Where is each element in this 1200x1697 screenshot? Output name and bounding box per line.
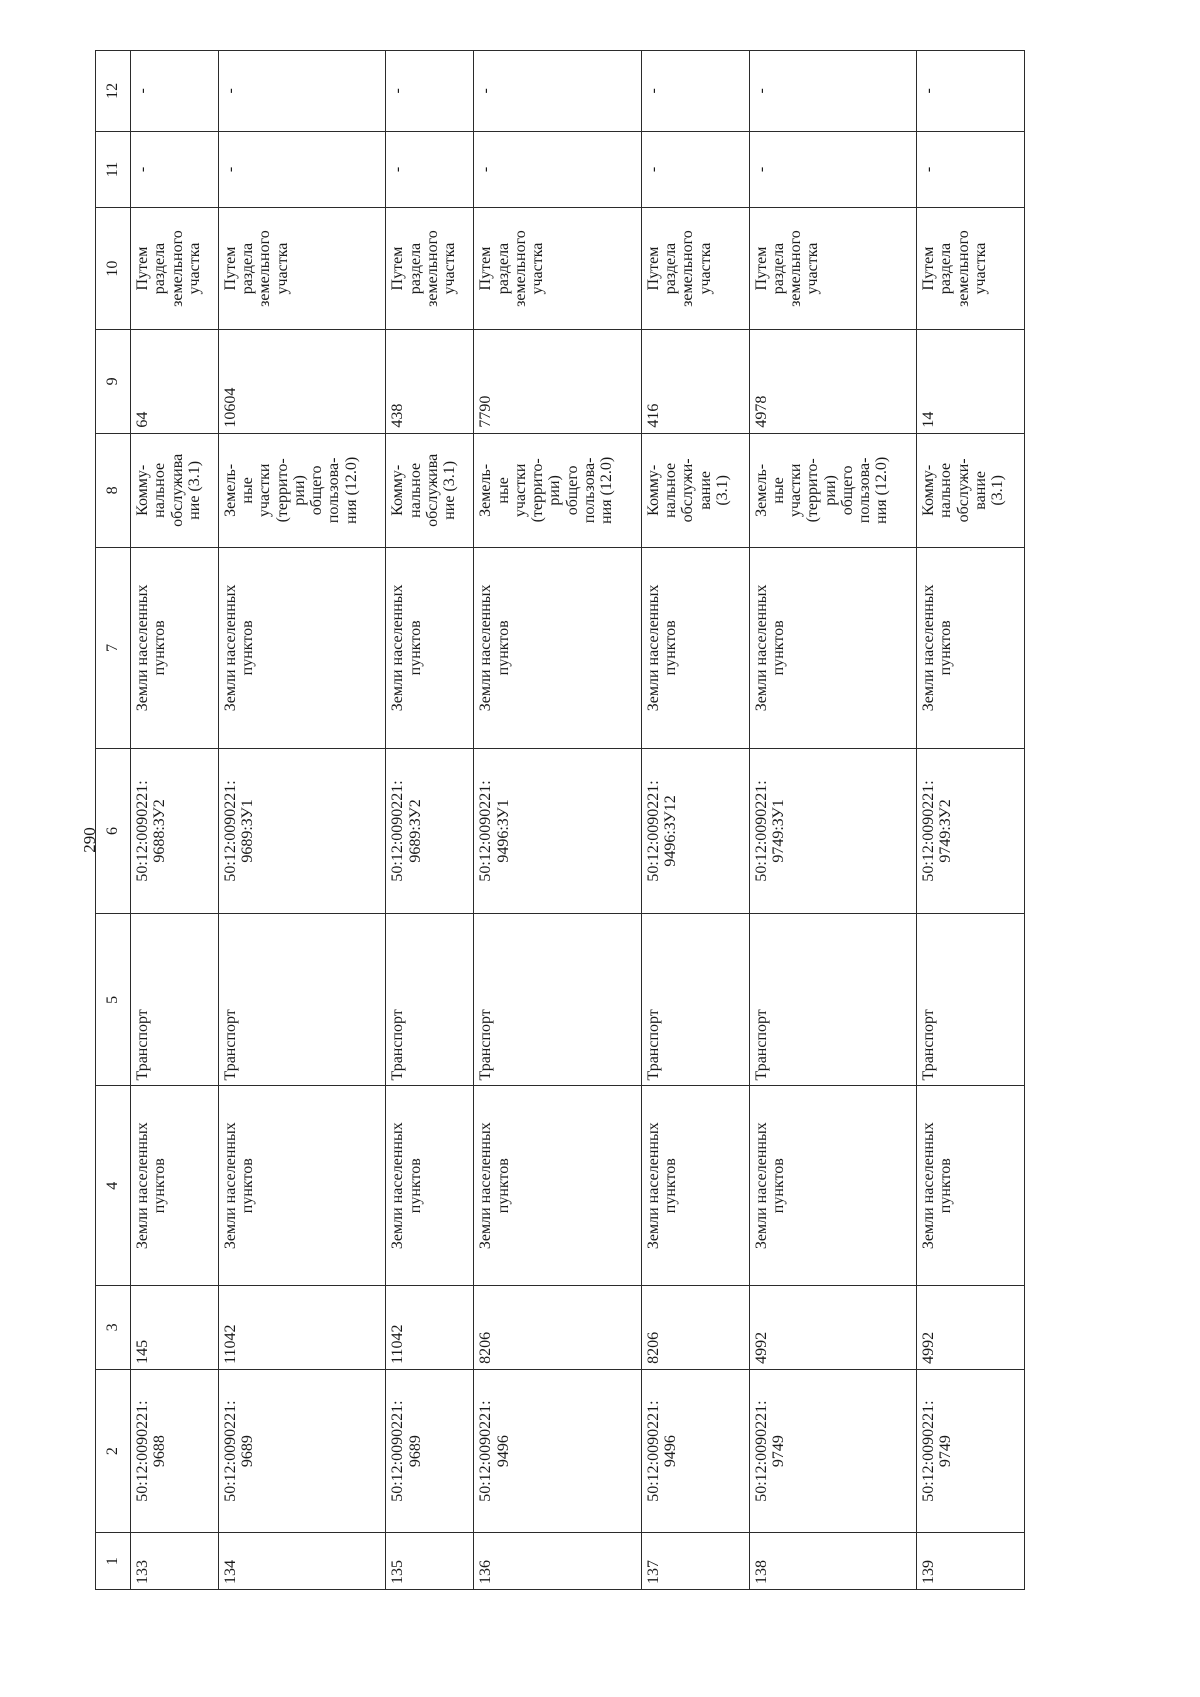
page-number: 290 bbox=[80, 827, 99, 853]
row-number bbox=[917, 1533, 1025, 1590]
new-land-category-line: Земли населенных bbox=[644, 584, 662, 712]
source-cadastral-number-line: 9688 bbox=[151, 1435, 169, 1468]
source-permitted-use-text: Транспорт bbox=[134, 1009, 151, 1081]
row-number-text: 133 bbox=[134, 1560, 151, 1584]
source-land-category bbox=[641, 1086, 749, 1285]
source-permitted-use-text: Транспорт bbox=[644, 1009, 662, 1081]
column-12-value-text: - bbox=[920, 88, 938, 94]
new-land-category-line: пунктов bbox=[151, 620, 169, 676]
formation-method-line: участка bbox=[185, 242, 203, 295]
new-permitted-use-line: пользова- bbox=[325, 457, 343, 524]
new-land-category bbox=[749, 548, 917, 749]
source-area bbox=[386, 1285, 474, 1369]
source-cadastral-number bbox=[131, 1369, 219, 1532]
source-area-text: 145 bbox=[134, 1339, 151, 1364]
new-land-category-line: пунктов bbox=[662, 620, 680, 676]
source-permitted-use bbox=[641, 914, 749, 1086]
source-area bbox=[474, 1285, 642, 1369]
source-cadastral-number bbox=[218, 1369, 386, 1532]
new-permitted-use-line: ные bbox=[239, 477, 257, 504]
new-plot-designation-line: 50:12:0090221: bbox=[644, 780, 662, 882]
column-header-12: 12 bbox=[96, 51, 131, 132]
source-permitted-use bbox=[749, 914, 917, 1086]
table-row bbox=[641, 51, 749, 1590]
new-plot-designation bbox=[917, 748, 1025, 914]
new-area bbox=[641, 330, 749, 434]
new-plot-designation-line: 50:12:0090221: bbox=[221, 780, 239, 882]
formation-method bbox=[386, 208, 474, 330]
new-plot-designation bbox=[218, 748, 386, 914]
new-plot-designation-line: 50:12:0090221: bbox=[389, 780, 407, 882]
formation-method bbox=[917, 208, 1025, 330]
new-plot-designation bbox=[641, 748, 749, 914]
column-12-value bbox=[386, 51, 474, 132]
new-permitted-use-line: нальное bbox=[662, 462, 680, 518]
new-land-category bbox=[218, 548, 386, 749]
source-land-category bbox=[917, 1086, 1025, 1285]
column-11-value bbox=[749, 131, 917, 207]
new-permitted-use bbox=[641, 433, 749, 547]
new-area-text: 10604 bbox=[221, 387, 239, 428]
column-header-11: 11 bbox=[96, 131, 131, 207]
source-land-category-line: пунктов bbox=[151, 1158, 169, 1214]
source-cadastral-number bbox=[749, 1369, 917, 1532]
column-11-value bbox=[131, 131, 219, 207]
new-permitted-use-line: рии) bbox=[821, 475, 839, 506]
new-area bbox=[474, 330, 642, 434]
source-land-category-line: пунктов bbox=[662, 1158, 680, 1214]
column-11-value-text: - bbox=[134, 166, 151, 173]
column-11-value bbox=[386, 131, 474, 207]
new-permitted-use-line: Комму- bbox=[920, 464, 938, 516]
source-land-category bbox=[218, 1086, 386, 1285]
formation-method-line: раздела bbox=[151, 242, 169, 295]
column-12-value-text: - bbox=[752, 88, 770, 94]
source-permitted-use-text: Транспорт bbox=[920, 1009, 938, 1081]
new-permitted-use-line: Земель- bbox=[221, 463, 239, 517]
new-area bbox=[917, 330, 1025, 434]
source-cadastral-number-line: 9749 bbox=[769, 1435, 787, 1468]
new-permitted-use bbox=[131, 433, 219, 547]
header-row bbox=[96, 51, 131, 1590]
column-12-value bbox=[131, 51, 219, 132]
new-land-category-line: Земли населенных bbox=[477, 584, 495, 712]
formation-method-line: Путем bbox=[477, 246, 495, 291]
new-plot-designation-line: 9688:ЗУ2 bbox=[151, 799, 169, 863]
new-area-text: 438 bbox=[389, 403, 407, 428]
source-land-category-line: пунктов bbox=[406, 1158, 424, 1214]
new-permitted-use-line: Комму- bbox=[134, 464, 151, 516]
formation-method-line: Путем bbox=[389, 246, 407, 291]
new-permitted-use-line: ные bbox=[769, 477, 787, 504]
source-cadastral-number-line: 9496 bbox=[662, 1435, 680, 1468]
new-plot-designation-line: 9689:ЗУ2 bbox=[406, 799, 424, 863]
formation-method bbox=[218, 208, 386, 330]
new-land-category-line: пунктов bbox=[494, 620, 512, 676]
new-plot-designation-line: 9496:ЗУ12 bbox=[662, 795, 680, 867]
new-area bbox=[386, 330, 474, 434]
row-number-text: 134 bbox=[221, 1560, 239, 1584]
source-cadastral-number bbox=[474, 1369, 642, 1532]
new-plot-designation-line: 50:12:0090221: bbox=[134, 780, 151, 882]
column-11-value-text: - bbox=[920, 166, 938, 173]
source-area bbox=[218, 1285, 386, 1369]
new-land-category bbox=[386, 548, 474, 749]
new-plot-designation-line: 9496:ЗУ1 bbox=[494, 799, 512, 863]
source-area-text: 4992 bbox=[752, 1331, 770, 1364]
new-permitted-use-line: участки bbox=[256, 463, 274, 518]
column-header-2: 2 bbox=[96, 1369, 131, 1532]
column-header-10: 10 bbox=[96, 208, 131, 330]
row-number bbox=[474, 1533, 642, 1590]
source-land-category bbox=[749, 1086, 917, 1285]
new-permitted-use-line: обслужи- bbox=[679, 458, 697, 523]
column-12-value bbox=[641, 51, 749, 132]
new-plot-designation bbox=[749, 748, 917, 914]
new-area bbox=[749, 330, 917, 434]
source-permitted-use-text: Транспорт bbox=[389, 1009, 407, 1081]
new-permitted-use-line: (3.1) bbox=[713, 475, 731, 506]
source-area-text: 4992 bbox=[920, 1331, 938, 1364]
new-permitted-use-line: нальное bbox=[151, 462, 169, 518]
row-number-text: 135 bbox=[389, 1560, 407, 1584]
source-permitted-use bbox=[917, 914, 1025, 1086]
row-number bbox=[131, 1533, 219, 1590]
formation-method-line: раздела bbox=[406, 242, 424, 295]
formation-method-line: участка bbox=[971, 242, 989, 295]
formation-method-line: земельного bbox=[954, 230, 972, 307]
column-12-value-text: - bbox=[134, 88, 151, 94]
row-number-text: 138 bbox=[752, 1560, 770, 1584]
formation-method-line: участка bbox=[804, 242, 822, 295]
column-header-3: 3 bbox=[96, 1285, 131, 1369]
source-land-category-line: пунктов bbox=[769, 1158, 787, 1214]
row-number-text: 136 bbox=[477, 1560, 495, 1584]
source-permitted-use bbox=[386, 914, 474, 1086]
new-permitted-use-line: рии) bbox=[290, 475, 308, 506]
source-land-category-line: Земли населенных bbox=[644, 1122, 662, 1250]
new-permitted-use-line: рии) bbox=[546, 475, 564, 506]
new-plot-designation-line: 9689:ЗУ1 bbox=[239, 799, 257, 863]
column-11-value-text: - bbox=[389, 166, 407, 173]
table-body bbox=[131, 51, 1025, 1590]
formation-method-line: земельного bbox=[511, 230, 529, 307]
formation-method bbox=[131, 208, 219, 330]
new-permitted-use-line: ния (12.0) bbox=[342, 456, 360, 524]
formation-method-line: раздела bbox=[662, 242, 680, 295]
source-cadastral-number-line: 50:12:0090221: bbox=[134, 1400, 151, 1502]
column-12-value-text: - bbox=[644, 88, 662, 94]
formation-method-line: земельного bbox=[679, 230, 697, 307]
formation-method-line: земельного bbox=[423, 230, 441, 307]
formation-method-line: участка bbox=[441, 242, 459, 295]
formation-method-line: раздела bbox=[937, 242, 955, 295]
row-number bbox=[641, 1533, 749, 1590]
new-land-category bbox=[641, 548, 749, 749]
column-12-value-text: - bbox=[389, 88, 407, 94]
new-permitted-use bbox=[218, 433, 386, 547]
new-land-category-line: пунктов bbox=[937, 620, 955, 676]
source-land-category-line: Земли населенных bbox=[920, 1122, 938, 1250]
source-permitted-use bbox=[218, 914, 386, 1086]
new-permitted-use-line: (3.1) bbox=[989, 475, 1007, 506]
new-permitted-use-line: ния (12.0) bbox=[598, 456, 616, 524]
new-land-category-line: Земли населенных bbox=[920, 584, 938, 712]
row-number-text: 137 bbox=[644, 1560, 662, 1584]
new-permitted-use-line: участки bbox=[787, 463, 805, 518]
column-header-8: 8 bbox=[96, 433, 131, 547]
new-permitted-use bbox=[917, 433, 1025, 547]
new-land-category-line: пунктов bbox=[239, 620, 257, 676]
formation-method-line: земельного bbox=[256, 230, 274, 307]
new-land-category-line: Земли населенных bbox=[752, 584, 770, 712]
new-permitted-use-line: пользова- bbox=[580, 457, 598, 524]
source-land-category-line: пунктов bbox=[239, 1158, 257, 1214]
source-land-category-line: Земли населенных bbox=[221, 1122, 239, 1250]
table-header bbox=[96, 51, 131, 1590]
column-11-value bbox=[474, 131, 642, 207]
land-plots-table-rotated bbox=[95, 50, 1025, 1590]
source-permitted-use bbox=[474, 914, 642, 1086]
source-cadastral-number-line: 9689 bbox=[239, 1435, 257, 1468]
new-area-text: 416 bbox=[644, 403, 662, 428]
row-number bbox=[218, 1533, 386, 1590]
new-permitted-use-line: обслужи- bbox=[954, 458, 972, 523]
new-plot-designation-line: 50:12:0090221: bbox=[920, 780, 938, 882]
source-land-category bbox=[474, 1086, 642, 1285]
column-12-value bbox=[917, 51, 1025, 132]
new-land-category-line: Земли населенных bbox=[221, 584, 239, 712]
source-area bbox=[917, 1285, 1025, 1369]
column-11-value-text: - bbox=[221, 166, 239, 173]
source-cadastral-number bbox=[641, 1369, 749, 1532]
formation-method-line: Путем bbox=[752, 246, 770, 291]
new-permitted-use-line: обслужива bbox=[423, 453, 441, 527]
column-header-9: 9 bbox=[96, 330, 131, 434]
new-permitted-use-line: ные bbox=[494, 477, 512, 504]
column-header-7: 7 bbox=[96, 548, 131, 749]
source-permitted-use-text: Транспорт bbox=[477, 1009, 495, 1081]
new-permitted-use-line: нальное bbox=[937, 462, 955, 518]
new-land-category-line: пунктов bbox=[769, 620, 787, 676]
column-header-1: 1 bbox=[96, 1533, 131, 1590]
source-cadastral-number-line: 50:12:0090221: bbox=[644, 1400, 662, 1502]
table-row bbox=[474, 51, 642, 1590]
new-permitted-use bbox=[474, 433, 642, 547]
column-12-value bbox=[218, 51, 386, 132]
column-11-value-text: - bbox=[752, 166, 770, 173]
new-land-category bbox=[131, 548, 219, 749]
table-row bbox=[386, 51, 474, 1590]
source-area bbox=[749, 1285, 917, 1369]
column-header-6: 6 bbox=[96, 748, 131, 914]
source-area bbox=[641, 1285, 749, 1369]
column-12-value-text: - bbox=[221, 88, 239, 94]
source-permitted-use bbox=[131, 914, 219, 1086]
formation-method-line: участка bbox=[529, 242, 547, 295]
new-permitted-use-line: ние (3.1) bbox=[441, 460, 459, 520]
new-permitted-use-line: общего bbox=[308, 465, 326, 516]
new-permitted-use-line: обслужива bbox=[168, 453, 186, 527]
new-area bbox=[218, 330, 386, 434]
new-plot-designation-line: 9749:ЗУ2 bbox=[937, 799, 955, 863]
new-area-text: 64 bbox=[134, 411, 151, 428]
column-11-value bbox=[917, 131, 1025, 207]
new-permitted-use-line: пользова- bbox=[856, 457, 874, 524]
land-plots-table bbox=[95, 50, 1025, 1590]
new-plot-designation-line: 50:12:0090221: bbox=[752, 780, 770, 882]
new-land-category-line: пунктов bbox=[406, 620, 424, 676]
formation-method-line: земельного bbox=[787, 230, 805, 307]
new-permitted-use-line: вание bbox=[696, 471, 714, 510]
new-permitted-use-line: (террито- bbox=[273, 458, 291, 523]
new-plot-designation bbox=[474, 748, 642, 914]
new-area-text: 14 bbox=[920, 411, 938, 428]
formation-method bbox=[474, 208, 642, 330]
formation-method-line: раздела bbox=[239, 242, 257, 295]
new-plot-designation-line: 50:12:0090221: bbox=[477, 780, 495, 882]
new-permitted-use-line: (террито- bbox=[804, 458, 822, 523]
new-permitted-use-line: общего bbox=[563, 465, 581, 516]
new-permitted-use bbox=[386, 433, 474, 547]
new-permitted-use-line: общего bbox=[838, 465, 856, 516]
source-area-text: 8206 bbox=[477, 1331, 495, 1364]
column-12-value bbox=[749, 51, 917, 132]
new-permitted-use bbox=[749, 433, 917, 547]
source-permitted-use-text: Транспорт bbox=[221, 1009, 239, 1081]
new-area-text: 7790 bbox=[477, 395, 495, 428]
source-cadastral-number-line: 9749 bbox=[937, 1435, 955, 1468]
new-permitted-use-line: Земель- bbox=[477, 463, 495, 517]
source-area bbox=[131, 1285, 219, 1369]
formation-method bbox=[749, 208, 917, 330]
new-land-category bbox=[474, 548, 642, 749]
formation-method-line: Путем bbox=[644, 246, 662, 291]
new-permitted-use-line: (террито- bbox=[529, 458, 547, 523]
source-land-category-line: пунктов bbox=[494, 1158, 512, 1214]
source-cadastral-number-line: 50:12:0090221: bbox=[477, 1400, 495, 1502]
source-land-category bbox=[131, 1086, 219, 1285]
new-permitted-use-line: нальное bbox=[406, 462, 424, 518]
row-number-text: 139 bbox=[920, 1560, 938, 1584]
column-header-4: 4 bbox=[96, 1086, 131, 1285]
formation-method-line: Путем bbox=[134, 246, 151, 291]
row-number bbox=[749, 1533, 917, 1590]
formation-method-line: Путем bbox=[920, 246, 938, 291]
new-permitted-use-line: Земель- bbox=[752, 463, 770, 517]
source-cadastral-number-line: 9496 bbox=[494, 1435, 512, 1468]
column-11-value-text: - bbox=[644, 166, 662, 173]
column-11-value-text: - bbox=[477, 166, 495, 173]
new-permitted-use-line: ние (3.1) bbox=[185, 460, 203, 520]
column-12-value-text: - bbox=[477, 88, 495, 94]
source-area-text: 11042 bbox=[221, 1324, 239, 1364]
new-permitted-use-line: Комму- bbox=[644, 464, 662, 516]
table-row bbox=[218, 51, 386, 1590]
source-cadastral-number-line: 50:12:0090221: bbox=[920, 1400, 938, 1502]
source-cadastral-number-line: 50:12:0090221: bbox=[221, 1400, 239, 1502]
new-area bbox=[131, 330, 219, 434]
source-land-category-line: Земли населенных bbox=[134, 1122, 151, 1250]
table-row bbox=[131, 51, 219, 1590]
table-row bbox=[917, 51, 1025, 1590]
new-land-category-line: Земли населенных bbox=[389, 584, 407, 712]
formation-method-line: земельного bbox=[168, 230, 186, 307]
source-cadastral-number-line: 50:12:0090221: bbox=[389, 1400, 407, 1502]
new-land-category-line: Земли населенных bbox=[134, 584, 151, 712]
formation-method-line: участка bbox=[273, 242, 291, 295]
source-cadastral-number-line: 50:12:0090221: bbox=[752, 1400, 770, 1502]
new-permitted-use-line: участки bbox=[511, 463, 529, 518]
formation-method-line: Путем bbox=[221, 246, 239, 291]
new-permitted-use-line: вание bbox=[971, 471, 989, 510]
source-land-category bbox=[386, 1086, 474, 1285]
source-land-category-line: Земли населенных bbox=[752, 1122, 770, 1250]
source-permitted-use-text: Транспорт bbox=[752, 1009, 770, 1081]
formation-method-line: участка bbox=[696, 242, 714, 295]
column-11-value bbox=[218, 131, 386, 207]
source-cadastral-number bbox=[386, 1369, 474, 1532]
source-land-category-line: Земли населенных bbox=[389, 1122, 407, 1250]
column-header-5: 5 bbox=[96, 914, 131, 1086]
new-permitted-use-line: Комму- bbox=[389, 464, 407, 516]
column-11-value bbox=[641, 131, 749, 207]
new-plot-designation bbox=[386, 748, 474, 914]
source-land-category-line: Земли населенных bbox=[477, 1122, 495, 1250]
table-row bbox=[749, 51, 917, 1590]
row-number bbox=[386, 1533, 474, 1590]
source-area-text: 8206 bbox=[644, 1331, 662, 1364]
new-plot-designation bbox=[131, 748, 219, 914]
formation-method bbox=[641, 208, 749, 330]
new-plot-designation-line: 9749:ЗУ1 bbox=[769, 799, 787, 863]
column-12-value bbox=[474, 51, 642, 132]
formation-method-line: раздела bbox=[769, 242, 787, 295]
source-cadastral-number-line: 9689 bbox=[406, 1435, 424, 1468]
new-area-text: 4978 bbox=[752, 395, 770, 428]
new-permitted-use-line: ния (12.0) bbox=[873, 456, 891, 524]
source-cadastral-number bbox=[917, 1369, 1025, 1532]
new-land-category bbox=[917, 548, 1025, 749]
source-area-text: 11042 bbox=[389, 1324, 407, 1364]
source-land-category-line: пунктов bbox=[937, 1158, 955, 1214]
formation-method-line: раздела bbox=[494, 242, 512, 295]
